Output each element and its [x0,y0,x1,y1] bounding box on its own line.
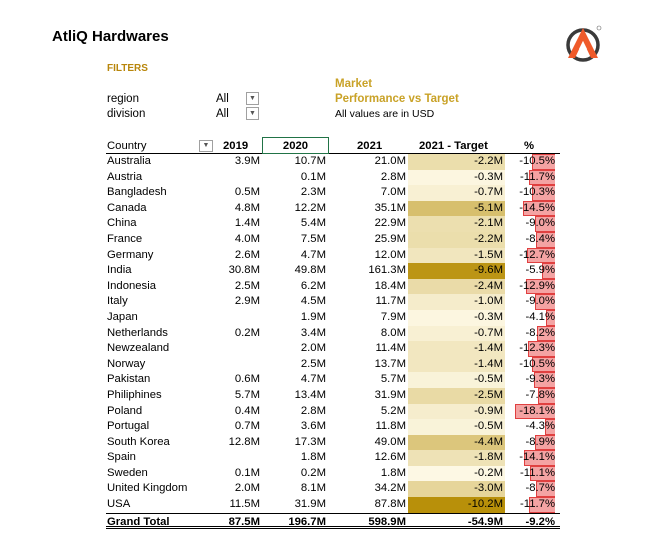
table-row [106,372,560,388]
country-cell[interactable]: Bangladesh [107,186,167,199]
value-2020-cell[interactable]: 3.6M [300,420,326,433]
report-title [335,77,459,107]
value-2019-cell[interactable] [206,450,260,466]
diff-vs-target-cell[interactable]: -0.3M [408,310,505,326]
country-cell[interactable]: Italy [107,295,128,308]
pct-vs-target-cell[interactable]: -18.1% [519,404,555,417]
value-2020-cell[interactable]: 8.1M [300,482,326,495]
value-2020-cell[interactable]: 5.4M [300,217,326,230]
diff-vs-target-cell[interactable]: -2.4M [408,279,505,295]
value-2019-cell[interactable]: 2.5M [234,279,260,292]
value-2020-cell[interactable]: 2.8M [300,404,326,417]
diff-vs-target-cell[interactable]: -1.4M [408,341,505,357]
value-2021-cell[interactable]: 87.8M [374,498,406,511]
value-2020-cell[interactable]: 2.3M [300,186,326,199]
chevron-down-icon[interactable]: ▼ [246,92,259,105]
table-row [106,419,560,435]
pct-vs-target-cell[interactable]: -10.5% [519,357,555,370]
table-row [106,263,560,279]
country-cell[interactable]: Newzealand [107,342,170,355]
grand-total-2021: 598.9M [368,515,406,528]
value-2020-cell[interactable]: 31.9M [294,498,326,511]
country-cell[interactable]: Japan [107,310,138,323]
table-row [106,201,560,217]
diff-vs-target-cell[interactable]: -0.5M [408,372,505,388]
value-2020-cell[interactable]: 3.4M [300,326,326,339]
diff-vs-target-cell[interactable]: -2.1M [408,216,505,232]
value-2019-cell[interactable]: 4.0M [234,232,260,245]
filter-dropdown-icon[interactable]: ▼ [199,140,213,152]
value-2019-cell[interactable]: 0.6M [234,373,260,386]
region-filter-value[interactable]: All [216,93,229,105]
pct-vs-target-cell[interactable]: -7.8% [525,388,555,401]
value-2021-cell[interactable]: 5.7M [380,373,406,386]
value-2019-cell[interactable]: 0.7M [234,420,260,433]
currency-note: All values are in USD [335,108,435,120]
value-2020-cell[interactable]: 10.7M [294,155,326,167]
table-row [106,185,560,201]
diff-vs-target-cell[interactable]: -0.5M [408,419,505,435]
diff-vs-target-cell[interactable]: -1.4M [408,357,505,373]
pct-vs-target-cell[interactable]: -12.7% [519,248,555,261]
pct-vs-target-cell[interactable]: -10.3% [519,186,555,199]
value-2020-cell[interactable]: 17.3M [294,435,326,448]
table-row [106,310,560,326]
pct-vs-target-cell[interactable]: -9.0% [525,217,555,230]
region-filter-label: region [107,93,139,105]
value-2019-cell[interactable]: 5.7M [234,388,260,401]
grand-total-diff: -54.9M [467,515,503,528]
table-row [106,294,560,310]
value-2021-cell[interactable]: 34.2M [374,482,406,495]
country-cell[interactable]: Germany [107,248,154,261]
pct-vs-target-cell[interactable]: -5.9% [525,264,555,277]
value-2019-cell[interactable] [206,170,260,186]
value-2021-cell[interactable]: 1.8M [380,466,406,479]
value-2019-cell[interactable] [206,310,260,326]
value-2019-cell[interactable] [206,341,260,357]
column-header-2020[interactable]: 2020 [262,137,329,154]
grand-total-pct: -9.2% [525,515,555,528]
diff-vs-target-cell[interactable]: -0.3M [408,170,505,186]
diff-vs-target-cell[interactable]: -0.2M [408,466,505,482]
table-row [106,232,560,248]
value-2021-cell[interactable]: 12.6M [374,451,406,464]
value-2021-cell[interactable]: 7.9M [380,310,406,323]
country-cell[interactable]: Pakistan [107,373,151,386]
country-cell[interactable]: Austria [107,170,143,183]
table-row [106,404,560,420]
value-2020-cell[interactable]: 1.8M [300,451,326,464]
pct-vs-target-cell[interactable]: -4.3% [525,420,555,433]
diff-vs-target-cell[interactable]: -0.7M [408,185,505,201]
country-cell[interactable]: Norway [107,357,146,370]
table-body [106,154,560,513]
pct-vs-target-cell[interactable]: -9.3% [525,373,555,386]
diff-vs-target-cell[interactable]: -0.7M [408,326,505,342]
value-2021-cell[interactable]: 5.2M [380,404,406,417]
division-filter-value[interactable]: All [216,108,229,120]
column-header-2021-target[interactable]: 2021 - Target [419,140,488,152]
country-cell[interactable]: France [107,232,143,245]
table-row [106,357,560,373]
value-2019-cell[interactable]: 2.9M [234,295,260,308]
value-2021-cell[interactable]: 12.0M [374,248,406,261]
pct-vs-target-cell[interactable]: -10.5% [519,155,555,167]
value-2020-cell[interactable]: 0.1M [300,170,326,183]
value-2019-cell[interactable]: 30.8M [228,264,260,277]
value-2021-cell[interactable]: 8.0M [380,326,406,339]
division-filter-label: division [107,108,146,120]
table-row [106,388,560,404]
country-cell[interactable]: Canada [107,201,147,214]
value-2020-cell[interactable]: 49.8M [294,264,326,277]
value-2020-cell[interactable]: 4.5M [300,295,326,308]
country-cell[interactable]: Poland [107,404,143,417]
value-2019-cell[interactable]: 12.8M [228,435,260,448]
value-2021-cell[interactable]: 22.9M [374,217,406,230]
value-2021-cell[interactable]: 2.8M [380,170,406,183]
pct-vs-target-cell[interactable]: -8.9% [525,435,555,448]
pct-vs-target-cell[interactable]: -11.7% [520,170,555,183]
country-cell[interactable]: Spain [107,451,136,464]
value-2021-cell[interactable]: 7.0M [380,186,406,199]
atliq-logo-icon [561,24,605,62]
country-cell[interactable]: Australia [107,155,151,167]
value-2021-cell[interactable]: 13.7M [374,357,406,370]
pct-vs-target-cell[interactable]: -8.2% [525,326,555,339]
value-2019-cell[interactable]: 0.2M [234,326,260,339]
value-2019-cell[interactable]: 3.9M [234,155,260,167]
pct-vs-target-cell[interactable]: -11.7% [520,498,555,511]
grand-total-2019: 87.5M [228,515,260,528]
table-row [106,279,560,295]
country-cell[interactable]: South Korea [107,435,170,448]
table-row [106,466,560,482]
column-header-pct[interactable]: % [524,140,535,152]
value-2021-cell[interactable]: 18.4M [374,279,406,292]
value-2021-cell[interactable]: 161.3M [368,264,406,277]
value-2021-cell[interactable]: 35.1M [374,201,406,214]
table-header-row [106,139,560,154]
report-title-line2: Performance vs Target [335,93,459,105]
country-cell[interactable]: United Kingdom [107,482,188,495]
diff-vs-target-cell[interactable]: -2.5M [408,388,505,404]
country-cell[interactable]: China [107,217,137,230]
country-cell[interactable]: Netherlands [107,326,168,339]
value-2021-cell[interactable]: 31.9M [374,388,406,401]
report-company-title: AtliQ Hardwares [52,28,169,45]
filters-heading: FILTERS [107,63,148,74]
pct-vs-target-cell[interactable]: -12.9% [519,279,555,292]
table-row [106,341,560,357]
value-2020-cell[interactable]: 1.9M [300,310,326,323]
value-2019-cell[interactable]: 2.0M [234,482,260,495]
diff-vs-target-cell[interactable]: -10.2M [408,497,505,513]
diff-vs-target-cell[interactable]: -9.6M [408,263,505,279]
grand-total-row [106,513,560,529]
pct-vs-target-cell[interactable]: -14.5% [519,201,555,214]
value-2019-cell[interactable]: 11.5M [229,498,260,511]
column-header-country[interactable]: Country [107,140,147,152]
value-2020-cell[interactable]: 6.2M [300,279,326,292]
column-header-2021[interactable]: 2021 [357,140,383,152]
value-2021-cell[interactable]: 11.4M [375,342,406,355]
pct-vs-target-cell[interactable]: -11.1% [520,466,555,479]
value-2019-cell[interactable]: 0.4M [234,404,260,417]
table-row [106,497,560,513]
value-2019-cell[interactable]: 0.1M [234,466,260,479]
table-row [106,450,560,466]
grand-total-2020: 196.7M [288,515,326,528]
value-2021-cell[interactable]: 11.8M [375,420,406,433]
value-2019-cell[interactable]: 2.6M [234,248,260,261]
value-2021-cell[interactable]: 21.0M [374,155,406,167]
country-cell[interactable]: Indonesia [107,279,156,292]
value-2020-cell[interactable]: 2.5M [300,357,326,370]
pct-vs-target-cell[interactable]: -8.4% [525,232,555,245]
diff-vs-target-cell[interactable]: -0.9M [408,404,505,420]
value-2019-cell[interactable] [206,357,260,373]
value-2019-cell[interactable]: 4.8M [234,201,260,214]
value-2020-cell[interactable]: 13.4M [294,388,326,401]
country-cell[interactable]: Sweden [107,466,148,479]
value-2020-cell[interactable]: 4.7M [300,248,326,261]
pct-vs-target-cell[interactable]: -9.0% [525,295,555,308]
diff-vs-target-cell[interactable]: -1.8M [408,450,505,466]
diff-vs-target-cell[interactable]: -5.1M [408,201,505,217]
value-2021-cell[interactable]: 49.0M [374,435,406,448]
table-row [106,248,560,264]
table-row [106,435,560,451]
diff-vs-target-cell[interactable]: -3.0M [408,481,505,497]
table-row [106,216,560,232]
diff-vs-target-cell[interactable]: -2.2M [408,232,505,248]
diff-vs-target-cell[interactable]: -1.5M [408,248,505,264]
value-2021-cell[interactable]: 25.9M [374,232,406,245]
value-2020-cell[interactable]: 4.7M [300,373,326,386]
value-2020-cell[interactable]: 0.2M [300,466,326,479]
country-cell[interactable]: Philiphines [107,388,162,401]
pct-vs-target-cell[interactable]: -12.3% [519,342,555,355]
value-2019-cell[interactable]: 0.5M [234,186,260,199]
diff-vs-target-cell[interactable]: -4.4M [408,435,505,451]
value-2020-cell[interactable]: 7.5M [300,232,326,245]
table-row [106,154,560,170]
country-cell[interactable]: Portugal [107,420,150,433]
country-cell[interactable]: USA [107,498,131,511]
table-row [106,326,560,342]
value-2019-cell[interactable]: 1.4M [234,217,260,230]
pct-vs-target-cell[interactable]: -4.1% [525,310,555,323]
grand-total-label: Grand Total [107,515,170,528]
pct-vs-target-cell[interactable]: -8.7% [525,482,555,495]
table-row [106,481,560,497]
country-cell[interactable]: India [107,264,132,277]
value-2020-cell[interactable]: 12.2M [294,201,326,214]
diff-vs-target-cell[interactable]: -2.2M [408,154,505,170]
value-2020-cell[interactable]: 2.0M [300,342,326,355]
report-title-line1: Market [335,78,373,90]
diff-vs-target-cell[interactable]: -1.0M [408,294,505,310]
chevron-down-icon[interactable]: ▼ [246,107,259,120]
value-2021-cell[interactable]: 11.7M [375,295,406,308]
pct-vs-target-cell[interactable]: -14.1% [519,451,555,464]
table-row [106,170,560,186]
column-header-2019[interactable]: 2019 [223,140,249,152]
